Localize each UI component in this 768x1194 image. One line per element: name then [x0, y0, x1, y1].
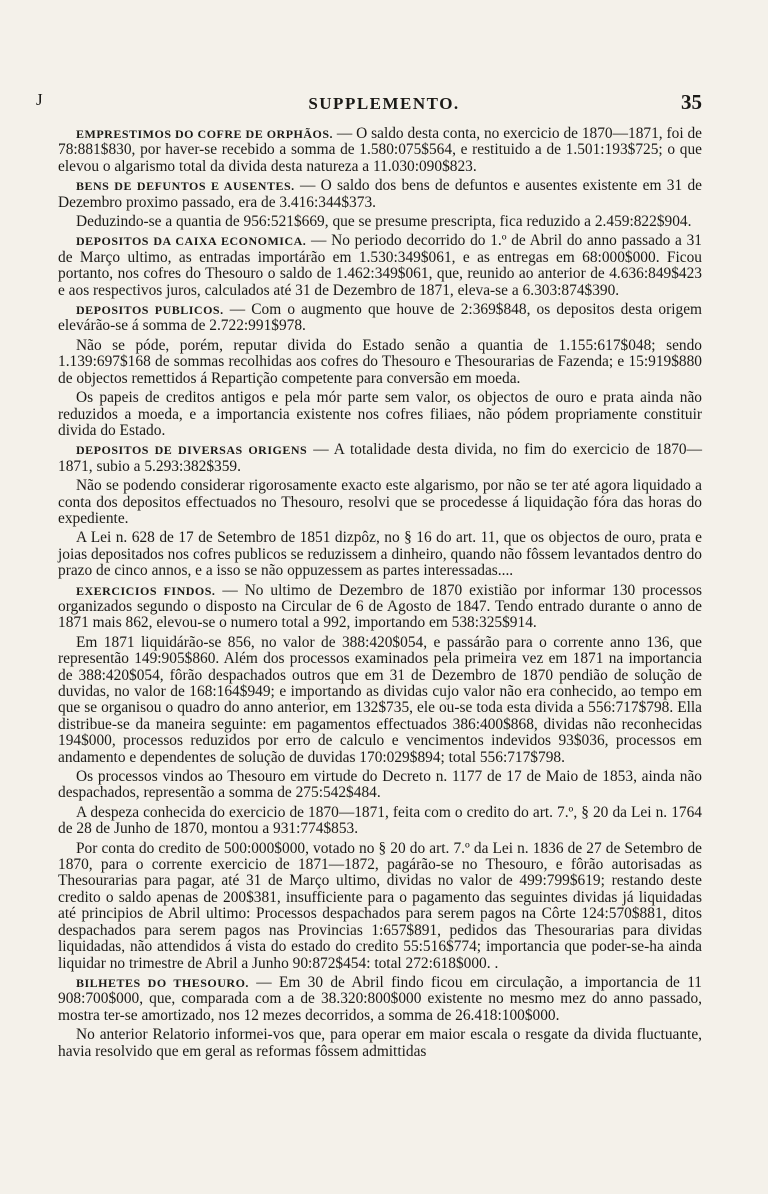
- paragraph: [58, 841, 702, 972]
- section-heading: DEPOSITOS PUBLICOS.: [76, 303, 224, 318]
- paragraph-text: A Lei n. 628 de 17 de Setembro de 1851 dizpôz, no § 16 do art. 11, que os objectos de ouro, prata e joias depositados nos cofres publicos se reduzissem a dinheiro, quando não fôssem levantados dentro do prazo de cinco annos, e a isso se não oppuzessem as partes interessadas....: [58, 529, 702, 580]
- paragraph-text: — O saldo dos bens de defuntos e ausentes existente em 31 de Dezembro proximo passado, era de 3.416:344$373.: [58, 177, 702, 211]
- paragraph: [58, 975, 702, 1024]
- paragraph-text: Não se póde, porém, reputar divida do Estado senão a quantia de 1.155:617$048; sendo 1.139:697$168 de sommas recolhidas aos cofres do Thesouro e Thesourarias de Fazenda; e 15:919$880 de objectos remettidos á Repartição competente para conversão em moeda.: [58, 336, 702, 387]
- section-heading: BILHETES DO THESOURO.: [76, 975, 249, 990]
- paragraph: [58, 338, 702, 387]
- paragraph-text: No anterior Relatorio informei-vos que, para operar em maior escala o resgate da divida fluctuante, havia resolvido que em geral as reformas fôssem admittidas: [58, 1026, 702, 1060]
- paragraph: [58, 214, 702, 230]
- paragraph-text: — A totalidade desta divida, no fim do exercicio de 1870—1871, subio a 5.293:382$359.: [58, 441, 702, 475]
- section-heading: DEPOSITOS DE DIVERSAS ORIGENS: [76, 443, 308, 458]
- paragraph-text: Os processos vindos ao Thesouro em virtude do Decreto n. 1177 de 17 de Maio de 1853, ainda não despachados, representão a somma de 275:542$484.: [58, 768, 702, 802]
- paragraph: [58, 805, 702, 838]
- paragraph: [58, 769, 702, 802]
- paragraph-text: Os papeis de creditos antigos e pela mór parte sem valor, os objectos de ouro e prata ainda não reduzidos a moeda, e a importancia existente nos cofres filiaes, não pódem propriamente constituir divida do Estado.: [58, 389, 702, 439]
- paragraph: [58, 233, 702, 299]
- section-heading: DEPOSITOS DA CAIXA ECONOMICA.: [76, 234, 307, 249]
- paragraph-text: Em 1871 liquidárão-se 856, no valor de 388:420$054, e passárão para o corrente anno 136, que representão 149:905$860. Além dos processos examinados pela primeira vez em 1871 na importancia de 388:420$054, fôrão despachados outros que em 31 de Dezembro de 1870 pendião de solução de duvidas, no valor de 168:164$949; e importando as dividas cujo valor não era conhecido, ao tempo em que se organisou o quadro do anno anterior, em 132$735, ele ou-se toda esta divida a 556:717$798. Ella distribue-se da maneira seguinte: em pagamentos effectuados 386:400$868, dividas não reconhecidas 194$000, processos reduzidos por erro de calculo e vencimentos indevidos 93$036, processos em andamento e dependentes de solução de duvidas 170:029$894; total 556:717$798.: [58, 633, 702, 766]
- paragraph: [58, 635, 702, 766]
- paragraph: [58, 583, 702, 632]
- page-number: 35: [681, 90, 702, 114]
- paragraph: [58, 1027, 702, 1060]
- section-heading: BENS DE DEFUNTOS E AUSENTES.: [76, 179, 295, 194]
- paragraph-text: — Em 30 de Abril findo ficou em circulação, a importancia de 11 908:700$000, que, comparada com a de 38.320:800$000 existente no mesmo mez do anno passado, mostra ter-se amortizado, nos 12 mezes decorridos, a somma de 26.418:100$000.: [58, 973, 703, 1024]
- paragraph: [58, 178, 702, 211]
- paragraph: [58, 530, 702, 579]
- paragraph: [58, 126, 702, 175]
- paragraph-text: A despeza conhecida do exercicio de 1870—1871, feita com o credito do art. 7.º, § 20 da Lei n. 1764 de 28 de Junho de 1870, montou a 931:774$853.: [58, 803, 702, 838]
- paragraph-text: Não se podendo considerar rigorosamente exacto este algarismo, por não se ter até agora liquidado a conta dos depositos effectuados no Thesouro, resolvi que se procedesse á liquidação fóra das horas do expediente.: [58, 477, 702, 527]
- paragraph: [58, 302, 702, 335]
- running-title: SUPPLEMENTO.: [308, 94, 460, 113]
- paragraph-text: — No periodo decorrido do 1.º de Abril do anno passado a 31 de Março ultimo, as entradas importárão em 1.530:349$061, e as entregas em 68:000$000. Ficou portanto, nos cofres do Thesouro o saldo de 1.462:349$061, que, reunido ao anterior de 4.636:849$423 e aos respectivos juros, calculados até 31 de Dezembro de 1871, eleva-se a 6.303:874$390.: [58, 232, 702, 299]
- section-heading: EXERCICIOS FINDOS.: [76, 583, 216, 598]
- paragraph-text: Por conta do credito de 500:000$000, votado no § 20 do art. 7.º da Lei n. 1836 de 27 de Setembro de 1870, para o corrente exercicio de 1871—1872, pagárão-se no Thesouro, e fôrão autorisadas as Thesourarias para pagar, até 31 de Março ultimo, dividas no valor de 499:799$619; restando deste credito o saldo apenas de 200$381, insufficiente para o pagamento das seguintes dividas já liquidadas até principios de Abril ultimo: Processos despachados para serem pagos na Côrte 124:570$881, ditos despachados para serem pagos nas Provincias 1:657$891, pedidos das Thesourarias para dividas liquidadas, não attendidos á vista do estado do credito 55:516$774; importancia que poder-se-ha ainda liquidar no trimestre de Abril a Junho 90:872$454: total 272:618$000. .: [58, 839, 702, 972]
- section-heading: EMPRESTIMOS DO COFRE DE ORPHÃOS.: [76, 127, 334, 141]
- paragraph: [58, 442, 702, 475]
- paragraph-text: — Com o augmento que houve de 2:369$848, os depositos desta origem elevárão-se á somma de 2.722:991$978.: [58, 301, 702, 335]
- paragraph: [58, 390, 702, 439]
- body-text: [58, 126, 702, 1063]
- paragraph-text: Deduzindo-se a quantia de 956:521$669, que se presume prescripta, fica reduzido a 2.459:822$904.: [76, 213, 692, 231]
- paragraph: [58, 478, 702, 527]
- margin-mark: J: [36, 90, 43, 109]
- paragraph-text: — O saldo desta conta, no exercicio de 1870—1871, foi de 78:881$830, por haver-se recebido a somma de 1.580:075$564, e restituido a de 1.501:193$725; o que elevou o algarismo total da divida desta natureza a 11.030:090$823.: [58, 125, 702, 175]
- paragraph-text: — No ultimo de Dezembro de 1870 existião por informar 130 processos organizados segundo o disposto na Circular de 6 de Agosto de 1847. Tendo entrado durante o anno de 1871 mais 862, elevou-se o numero total a 992, importando em 538:325$914.: [58, 581, 702, 632]
- page-header: [0, 0, 768, 130]
